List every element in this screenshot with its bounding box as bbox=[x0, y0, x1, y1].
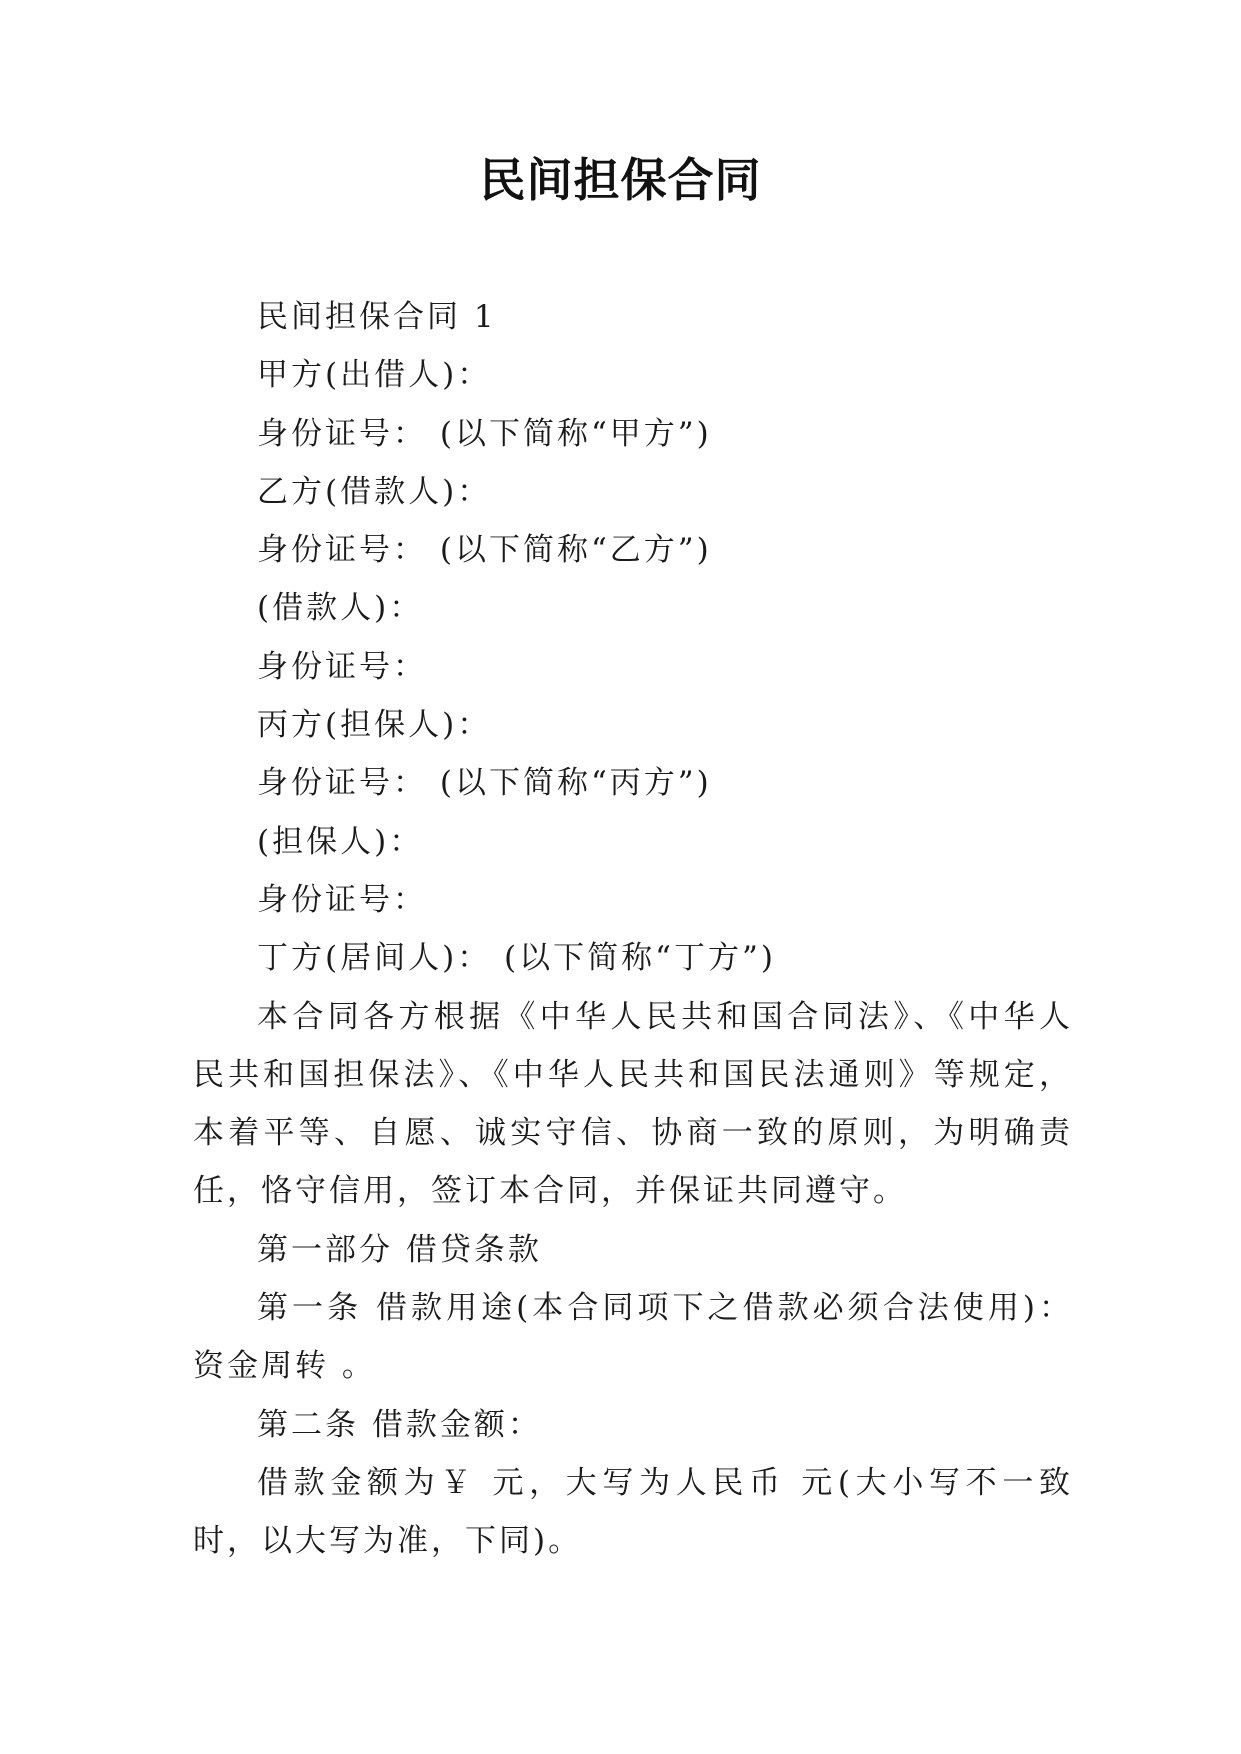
document-body bbox=[193, 288, 1073, 1571]
party-d-line: 丁方(居间人)： (以下简称“丁方”) bbox=[257, 940, 776, 977]
guarantor-line: (担保人)： bbox=[257, 823, 424, 860]
guarantor-id-line: 身份证号： bbox=[257, 881, 427, 918]
borrower-line: (借款人)： bbox=[257, 590, 424, 627]
contract-number-line: 民间担保合同 1 bbox=[257, 299, 497, 335]
party-a-line: 甲方(出借人)： bbox=[257, 357, 492, 394]
document-title: 民间担保合同 bbox=[479, 153, 762, 207]
article-two-heading: 第二条 借款金额： bbox=[257, 1406, 542, 1443]
party-b-line: 乙方(借款人)： bbox=[257, 473, 492, 510]
article-one: 第一条 借款用途(本合同项下之借款必须合法使用)：资金周转 。 bbox=[193, 1290, 1073, 1385]
borrower-id-line: 身份证号： bbox=[257, 648, 427, 685]
intro-paragraph: 本合同各方根据《中华人民共和国合同法》、《中华人民共和国担保法》、《中华人民共和国民法通则》等规定，本着平等、自愿、诚实守信、协商一致的原则，为明确责任，恪守信用，签订本合同，并保证共同遵守。 bbox=[193, 998, 1073, 1210]
party-c-id-line: 身份证号： (以下简称“丙方”) bbox=[257, 765, 712, 802]
party-c-line: 丙方(担保人)： bbox=[257, 707, 492, 744]
part-one-heading: 第一部分 借贷条款 bbox=[257, 1231, 542, 1268]
party-b-id-line: 身份证号： (以下简称“乙方”) bbox=[257, 532, 712, 569]
article-two-text: 借款金额为￥ 元，大写为人民币 元(大小写不一致时，以大写为准，下同)。 bbox=[193, 1464, 1073, 1560]
party-a-id-line: 身份证号： (以下简称“甲方”) bbox=[257, 415, 712, 452]
